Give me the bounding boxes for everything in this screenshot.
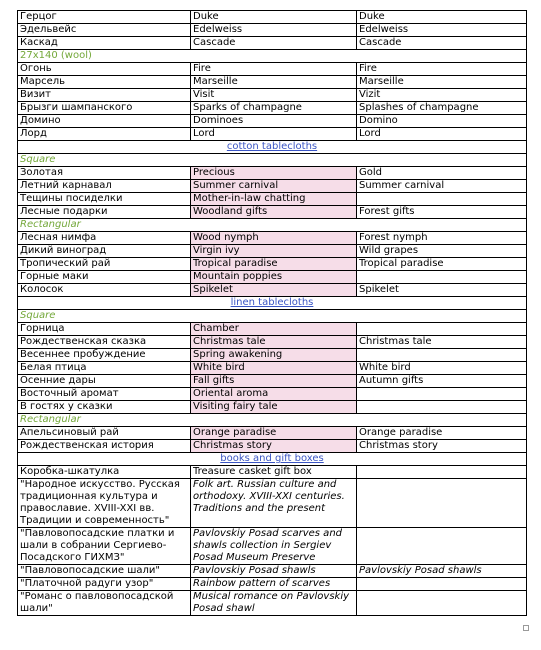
section-header-link[interactable]: cotton tablecloths — [18, 141, 527, 154]
table-row — [18, 245, 527, 258]
table-row — [18, 401, 527, 414]
product-name-table — [17, 10, 527, 616]
russian-name-cell: Коробка-шкатулка — [18, 466, 191, 479]
alt-translation-cell — [357, 323, 527, 336]
alt-translation-cell: Cascade — [357, 37, 527, 50]
english-name-cell: White bird — [191, 362, 357, 375]
english-name-cell: Wood nymph — [191, 232, 357, 245]
english-name-cell: Woodland gifts — [191, 206, 357, 219]
table-row — [18, 440, 527, 453]
russian-name-cell: "Павловопосадские шали" — [18, 565, 191, 578]
english-name-cell: Mountain poppies — [191, 271, 357, 284]
english-name-cell: Lord — [191, 128, 357, 141]
english-name-cell: Fall gifts — [191, 375, 357, 388]
alt-translation-cell: Fire — [357, 63, 527, 76]
russian-name-cell: "Павловопосадские платки и шали в собрании Сергиево-Посадского ГИХМЗ" — [18, 528, 191, 565]
alt-translation-cell: White bird — [357, 362, 527, 375]
subheader-label: Square — [18, 310, 527, 323]
table-row — [18, 37, 527, 50]
product-name-table-body — [18, 11, 527, 616]
english-name-cell: Chamber — [191, 323, 357, 336]
table-row — [18, 102, 527, 115]
alt-translation-cell — [357, 528, 527, 565]
alt-translation-cell: Marseille — [357, 76, 527, 89]
english-name-cell: Duke — [191, 11, 357, 24]
section-header-link[interactable]: books and gift boxes — [18, 453, 527, 466]
section-header-row — [18, 297, 527, 310]
english-name-cell: Marseille — [191, 76, 357, 89]
english-name-cell: Folk art. Russian culture and orthodoxy. XVIII-XXI centuries. Traditions and the present — [191, 479, 357, 528]
russian-name-cell: Брызги шампанского — [18, 102, 191, 115]
alt-translation-cell — [357, 466, 527, 479]
russian-name-cell: Горные маки — [18, 271, 191, 284]
english-name-cell: Cascade — [191, 37, 357, 50]
subheader-row — [18, 50, 527, 63]
russian-name-cell: Лесные подарки — [18, 206, 191, 219]
russian-name-cell: Летний карнавал — [18, 180, 191, 193]
russian-name-cell: Золотая — [18, 167, 191, 180]
english-name-cell: Musical romance on Pavlovskiy Posad shawl — [191, 591, 357, 616]
english-name-cell: Sparks of champagne — [191, 102, 357, 115]
english-name-cell: Tropical paradise — [191, 258, 357, 271]
subheader-label: Rectangular — [18, 219, 527, 232]
table-row — [18, 76, 527, 89]
russian-name-cell: Огонь — [18, 63, 191, 76]
english-name-cell: Virgin ivy — [191, 245, 357, 258]
russian-name-cell: Герцог — [18, 11, 191, 24]
table-row — [18, 388, 527, 401]
alt-translation-cell: Pavlovskiy Posad shawls — [357, 565, 527, 578]
russian-name-cell: Восточный аромат — [18, 388, 191, 401]
table-row — [18, 479, 527, 528]
table-row — [18, 349, 527, 362]
alt-translation-cell: Christmas story — [357, 440, 527, 453]
alt-translation-cell: Tropical paradise — [357, 258, 527, 271]
alt-translation-cell: Domino — [357, 115, 527, 128]
document-page — [17, 10, 526, 616]
alt-translation-cell: Spikelet — [357, 284, 527, 297]
alt-translation-cell: Orange paradise — [357, 427, 527, 440]
table-row — [18, 193, 527, 206]
alt-translation-cell: Summer carnival — [357, 180, 527, 193]
russian-name-cell: Домино — [18, 115, 191, 128]
table-row — [18, 63, 527, 76]
russian-name-cell: Белая птица — [18, 362, 191, 375]
subheader-row — [18, 310, 527, 323]
table-row — [18, 323, 527, 336]
alt-translation-cell — [357, 271, 527, 284]
alt-translation-cell — [357, 401, 527, 414]
section-header-row — [18, 453, 527, 466]
alt-translation-cell: Autumn gifts — [357, 375, 527, 388]
subheader-label: 27x140 (wool) — [18, 50, 527, 63]
table-row — [18, 232, 527, 245]
table-row — [18, 578, 527, 591]
table-row — [18, 466, 527, 479]
table-row — [18, 591, 527, 616]
russian-name-cell: Каскад — [18, 37, 191, 50]
table-row — [18, 336, 527, 349]
page-corner-mark — [523, 625, 529, 631]
russian-name-cell: Дикий виноград — [18, 245, 191, 258]
alt-translation-cell: Splashes of champagne — [357, 102, 527, 115]
table-row — [18, 89, 527, 102]
table-row — [18, 427, 527, 440]
english-name-cell: Edelweiss — [191, 24, 357, 37]
alt-translation-cell — [357, 388, 527, 401]
alt-translation-cell: Duke — [357, 11, 527, 24]
table-row — [18, 375, 527, 388]
alt-translation-cell: Forest gifts — [357, 206, 527, 219]
table-row — [18, 11, 527, 24]
subheader-label: Rectangular — [18, 414, 527, 427]
english-name-cell: Precious — [191, 167, 357, 180]
subheader-row — [18, 219, 527, 232]
table-row — [18, 271, 527, 284]
english-name-cell: Visiting fairy tale — [191, 401, 357, 414]
english-name-cell: Spikelet — [191, 284, 357, 297]
table-row — [18, 180, 527, 193]
alt-translation-cell: Christmas tale — [357, 336, 527, 349]
alt-translation-cell: Vizit — [357, 89, 527, 102]
alt-translation-cell — [357, 193, 527, 206]
english-name-cell: Mother-in-law chatting — [191, 193, 357, 206]
russian-name-cell: Лорд — [18, 128, 191, 141]
english-name-cell: Treasure casket gift box — [191, 466, 357, 479]
russian-name-cell: Рождественская сказка — [18, 336, 191, 349]
alt-translation-cell: Wild grapes — [357, 245, 527, 258]
russian-name-cell: "Романс о павловопосадской шали" — [18, 591, 191, 616]
table-row — [18, 206, 527, 219]
russian-name-cell: Весеннее пробуждение — [18, 349, 191, 362]
english-name-cell: Pavlovskiy Posad scarves and shawls collection in Sergiev Posad Museum Preserve — [191, 528, 357, 565]
alt-translation-cell: Lord — [357, 128, 527, 141]
russian-name-cell: Тещины посиделки — [18, 193, 191, 206]
table-row — [18, 115, 527, 128]
russian-name-cell: Апельсиновый рай — [18, 427, 191, 440]
table-row — [18, 24, 527, 37]
table-row — [18, 258, 527, 271]
subheader-label: Square — [18, 154, 527, 167]
russian-name-cell: Визит — [18, 89, 191, 102]
english-name-cell: Summer carnival — [191, 180, 357, 193]
english-name-cell: Visit — [191, 89, 357, 102]
russian-name-cell: Эдельвейс — [18, 24, 191, 37]
english-name-cell: Fire — [191, 63, 357, 76]
russian-name-cell: Марсель — [18, 76, 191, 89]
alt-translation-cell — [357, 591, 527, 616]
table-row — [18, 128, 527, 141]
alt-translation-cell — [357, 578, 527, 591]
english-name-cell: Rainbow pattern of scarves — [191, 578, 357, 591]
table-row — [18, 528, 527, 565]
english-name-cell: Pavlovskiy Posad shawls — [191, 565, 357, 578]
english-name-cell: Christmas story — [191, 440, 357, 453]
russian-name-cell: "Платочной радуги узор" — [18, 578, 191, 591]
russian-name-cell: Тропический рай — [18, 258, 191, 271]
table-row — [18, 362, 527, 375]
alt-translation-cell — [357, 479, 527, 528]
subheader-row — [18, 154, 527, 167]
table-row — [18, 284, 527, 297]
alt-translation-cell: Gold — [357, 167, 527, 180]
russian-name-cell: Рождественская история — [18, 440, 191, 453]
russian-name-cell: "Народное искусство. Русская традиционная культура и православие. XVIII-XXI вв. Традиции и современность" — [18, 479, 191, 528]
english-name-cell: Christmas tale — [191, 336, 357, 349]
russian-name-cell: Лесная нимфа — [18, 232, 191, 245]
alt-translation-cell: Edelweiss — [357, 24, 527, 37]
russian-name-cell: Колосок — [18, 284, 191, 297]
subheader-row — [18, 414, 527, 427]
table-row — [18, 167, 527, 180]
english-name-cell: Spring awakening — [191, 349, 357, 362]
english-name-cell: Dominoes — [191, 115, 357, 128]
english-name-cell: Oriental aroma — [191, 388, 357, 401]
russian-name-cell: Осенние дары — [18, 375, 191, 388]
english-name-cell: Orange paradise — [191, 427, 357, 440]
russian-name-cell: В гостях у сказки — [18, 401, 191, 414]
alt-translation-cell: Forest nymph — [357, 232, 527, 245]
russian-name-cell: Горница — [18, 323, 191, 336]
alt-translation-cell — [357, 349, 527, 362]
table-row — [18, 565, 527, 578]
section-header-row — [18, 141, 527, 154]
section-header-link[interactable]: linen tablecloths — [18, 297, 527, 310]
